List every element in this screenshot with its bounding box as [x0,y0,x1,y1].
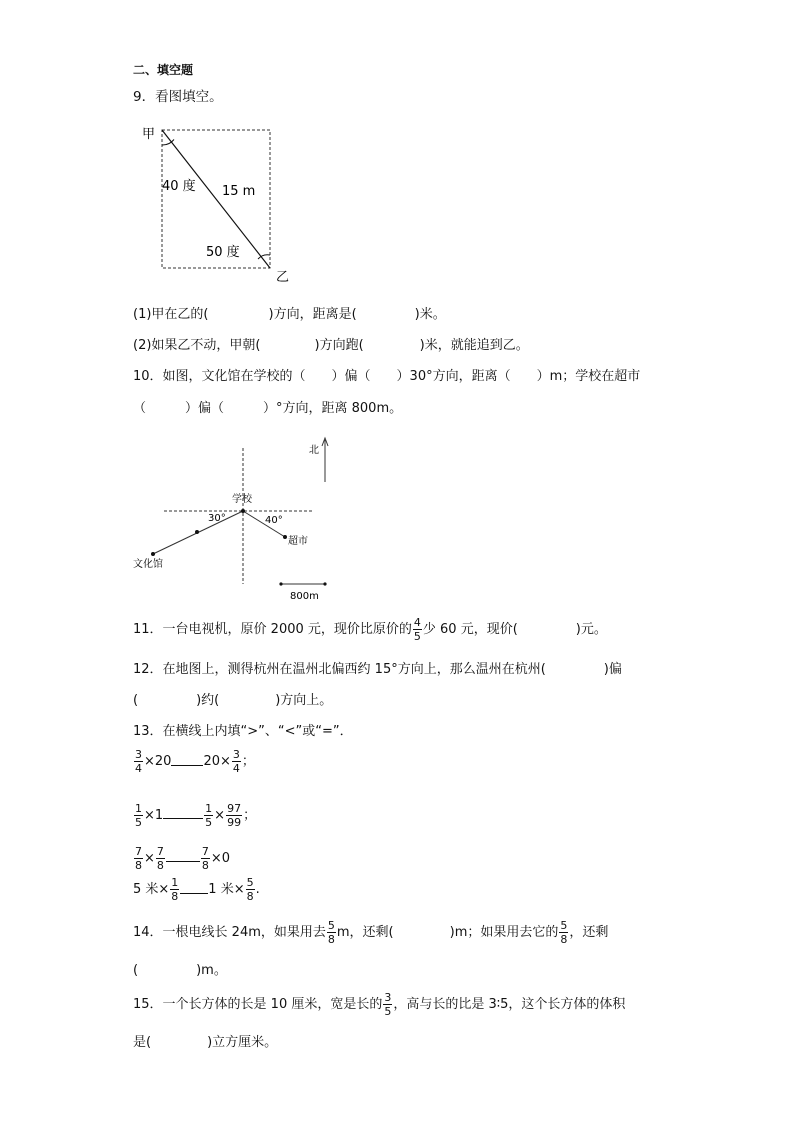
q11: 11．一台电视机，原价 2000 元，现价比原价的 $\frac{4}{5}$ 少 60 元，现价( )元。 [133,616,607,643]
q13-row2: $\frac{1}{5}$ ×1 $\frac{1}{5}$ × $\frac{97}{99}$ ； [133,792,256,828]
q10-label-scale: 800m [290,591,319,602]
q13-row4-blank[interactable] [180,885,208,894]
q10-label-market: 超市 [288,536,308,547]
q9-label-angle-top: 40 度 [162,179,196,194]
q12-line1: 12．在地图上，测得杭州在温州北偏西约 15°方向上，那么温州在杭州( )偏 [133,662,622,677]
q10-label-angle-left: 30° [208,513,226,524]
q9-label-angle-bottom: 50 度 [206,245,240,260]
q10-label-north: 北 [309,445,319,456]
q10-label-angle-right: 40° [265,515,283,526]
q14-line1: 14．一根电线长 24m，如果用去 $\frac{5}{8}$ m，还剩( )m；如果用去它的 $\frac{5}{8}$ ，还剩 [133,919,609,946]
q9-line2: (2)如果乙不动，甲朝( )方向跑( )米，就能追到乙。 [133,338,529,353]
q10-label-school: 学校 [232,494,252,505]
q9-label-yi: 乙 [276,270,290,285]
q13-row3: $\frac{7}{8}$ × $\frac{7}{8}$ $\frac{7}{8}$ ×0 [133,835,230,871]
q15-line2: 是( )立方厘米。 [133,1035,278,1050]
q12-line2: ( )约( )方向上。 [133,693,333,708]
q10-line1: 10．如图，文化馆在学校的（ ）偏（ ）30°方向，距离（ ）m；学校在超市 [133,369,641,384]
section-title: 二、填空题 [133,63,194,77]
q13-row3-blank[interactable] [166,835,200,862]
q13-prompt: 13．在横线上内填“>”、“<”或“=”． [133,724,353,739]
q10-line2: （ ）偏（ ）°方向，距离 800m。 [133,401,403,416]
q13-row1-blank[interactable] [171,757,203,766]
q15-line1: 15．一个长方体的长是 10 厘米，宽是长的 $\frac{3}{5}$ ，高与长的比是 3∶5，这个长方体的体积 [133,991,626,1018]
q9-line1: (1)甲在乙的( )方向，距离是( )米。 [133,307,446,322]
q9-prompt: 9．看图填空。 [133,89,223,105]
q13-row2-blank[interactable] [163,792,203,819]
q13-row4: 5 米× $\frac{1}{8}$ 1 米× $\frac{5}{8}$ . [133,876,260,903]
q10-figure [128,436,348,606]
q9-label-jia: 甲 [142,127,156,142]
q10-label-culture: 文化馆 [133,559,163,570]
q13-row1: $\frac{3}{4}$ ×20 20× $\frac{3}{4}$ ； [135,748,255,775]
q9-label-distance: 15 m [222,184,256,199]
q9-figure [130,118,300,288]
q14-line2: ( )m。 [133,963,227,978]
